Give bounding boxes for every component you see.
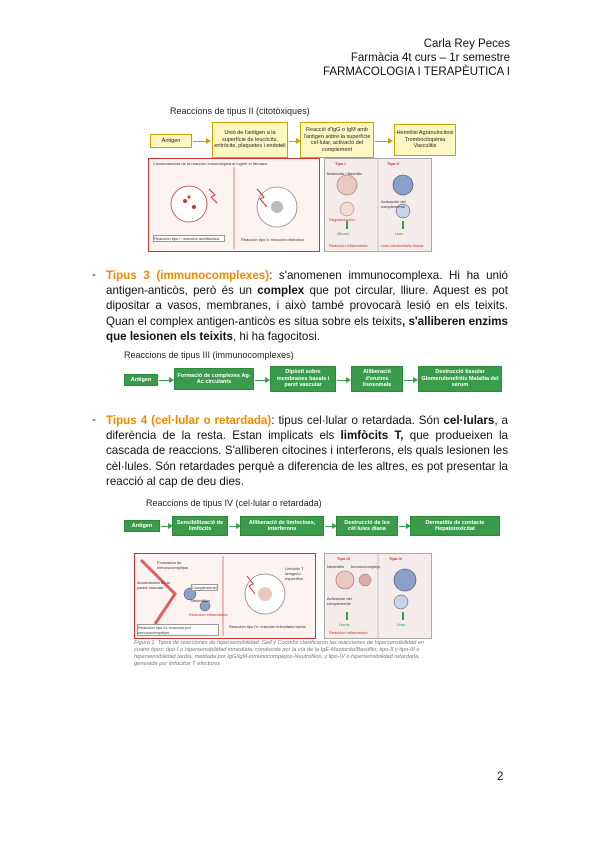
column-header: Tipo III (337, 556, 350, 561)
figure-title: Reaccions de tipus III (immunocomplexes) (124, 350, 294, 360)
flow-arrow (375, 141, 389, 142)
illustration-panel-right (324, 158, 432, 252)
flow-arrow (399, 526, 407, 527)
flow-arrow (255, 380, 266, 381)
flow-arrow (159, 380, 170, 381)
bullet-dash: - (92, 268, 96, 281)
bold-text: , s'alliberen enzims que lesionen els teixits (106, 314, 508, 343)
panel-label: Reacción inflamatoria (189, 612, 228, 617)
flow-box: Dermatitis de contacte Hepatotoxicitat (410, 516, 500, 536)
panel-label: Neutrófilo (327, 564, 345, 569)
text: que pot circular, lliure. Aquest es pot dipositar a vasos, membranes, i això també provocarà lesió en els teixits. Quan el complex antigen-anticòs es situa sobre els teixits (106, 284, 508, 328)
flow-box: Dipòsit sobre membranes basals i paret vascular (270, 366, 336, 392)
panel-label: Neutrófilos (191, 598, 211, 603)
figure-type4 (124, 498, 504, 548)
panel-label: Activación del complemento (381, 199, 406, 209)
bullet-dash: - (92, 413, 96, 426)
column-header: Tipo IV (389, 556, 403, 561)
course-info: Farmàcia 4t curs – 1r semestre (350, 52, 510, 64)
text: que produeixen la cascada de reaccions. S'alliberen citocines i interferons, els quals lesionen les cèl·lules. Són retardades perquè a diferencia de les altres, es pot presentar la reacció al cap de deu dies. (106, 429, 509, 488)
flow-box-antigen: Antigen (124, 520, 160, 532)
flow-box: Formació de complexes Ag-Ac circulants (174, 368, 254, 390)
text: : tipus cel·lular o retardada. Són (271, 414, 444, 427)
flow-box: Unió de l'antigen a la superfície de leucòcits, eritròcits, plaquetes i endoteli (212, 122, 288, 158)
figure-title: Reaccions de tipus II (citotòxiques) (170, 106, 310, 116)
figure-type3 (118, 350, 508, 398)
panel-label: Mitosis (337, 231, 350, 236)
panel-label: Mastocito / Basófilo (327, 171, 362, 176)
panel-label: Días (397, 622, 406, 627)
flow-box-antigen: Antigen (150, 134, 192, 148)
panel-label: Complemento (192, 585, 217, 590)
flow-arrow (229, 526, 237, 527)
panel-label: Activación del complemento (327, 596, 352, 606)
flow-box: Sensibilització de limfòcits (172, 516, 228, 536)
panel-label: Inmunocomplejo (351, 564, 381, 569)
column-header: Tipo II (387, 161, 399, 166)
illustration-panel-right (324, 553, 432, 639)
panel-label: Degranulación (329, 217, 355, 222)
text: , a diferència de la resta. Estan implicats els (106, 414, 509, 443)
flow-box: Hemòlisi Agranulocitosi Trombocitopènia Vasculitis (394, 124, 456, 156)
flow-box: Destrucció de les cèl·lules diana (336, 516, 398, 536)
bold-text: cel·lulars (443, 414, 495, 427)
text: , hi ha fagocitosi. (232, 329, 320, 343)
text: : s'anomenen immunocomplexa. Hi ha unió antigen-anticòs, però és un (106, 269, 508, 298)
bold-text: complex (257, 284, 305, 298)
panel-label: Reacción tipo I: reacción anafiláctica (153, 235, 225, 242)
author-name: Carla Rey Peces (423, 38, 510, 50)
panel-label: Horas (339, 622, 350, 627)
panel-title: Consecuencias de la reacción inmunológica al ingerir el fármaco (153, 161, 268, 166)
panel-label: Formación de inmunocomplejos (157, 560, 189, 570)
flow-box: Destrucció tissular Glomerulonefritis Malaltia del sèrum (418, 366, 502, 392)
illustration-panel-left (134, 553, 316, 639)
flow-arrow (404, 380, 414, 381)
flow-arrow (337, 380, 347, 381)
flow-arrow (161, 526, 169, 527)
illustration-panel-left (148, 158, 320, 252)
panel-label: Acumulación en la pared vascular (137, 580, 170, 590)
subject-title: FARMACOLOGIA I TERAPÈUTICA I (322, 66, 510, 78)
panel-label: Reacción tipo II: reacción citotóxica (241, 237, 304, 242)
flow-arrow (325, 526, 333, 527)
panel-label: Lisis (395, 231, 404, 236)
panel-label: Reacción inflamatoria (329, 243, 368, 248)
flow-arrow (289, 141, 297, 142)
column-header: Tipo I (335, 161, 346, 166)
flow-box: Reacció d'IgG o IgM amb l'antigen sobre la superfície cel·lular, activació del complement (300, 122, 374, 158)
bold-text: limfòcits T, (340, 429, 404, 443)
figure-title: Reaccions de tipus IV (cel·lular o retardada) (146, 498, 322, 508)
term-type4: Tipus 4 (cel·lular o retardada) (106, 414, 272, 427)
flow-arrow (193, 141, 207, 142)
page-number: 2 (497, 771, 504, 783)
panel-label: Reacción tipo III: reacción por inmunocomplejos (137, 624, 219, 636)
panel-label: Reacción inflamatoria (329, 630, 368, 635)
term-type3: Tipus 3 (immunocomplexes) (106, 269, 270, 282)
figure-caption: Figura 1. Tipos de reacciones de hipersensibilidad. Gell y Coombs clasificaron las reacciones de hipersensibilidad en cuatro tipos: tipo-I o hipersensibilidad inmediata, conducida por la vía de la IgE-Mastocito/Basófilo; tipo-II y tipo-III o hipersensibilidad tardía, mediada por IgG/IgM-inmunocomplejos-Neutrófilos, y tipo-IV o hipersensibilidad retardada, generada por linfocitos T efectores (134, 640, 425, 667)
paragraph-type3 (106, 268, 508, 344)
panel-label: Lisis celular/daño tisular (381, 243, 424, 248)
panel-label: Linfocito T antígeno específico (285, 566, 304, 581)
flow-box: Alliberació d'enzims lisosomals (351, 366, 403, 392)
paragraph-type4 (106, 413, 508, 489)
flow-box: Alliberació de limfocines, interferons (240, 516, 324, 536)
flow-box-antigen: Antigen (124, 374, 158, 386)
panel-label: Reacción tipo IV: reacción linfocitaria tardía (229, 624, 306, 629)
